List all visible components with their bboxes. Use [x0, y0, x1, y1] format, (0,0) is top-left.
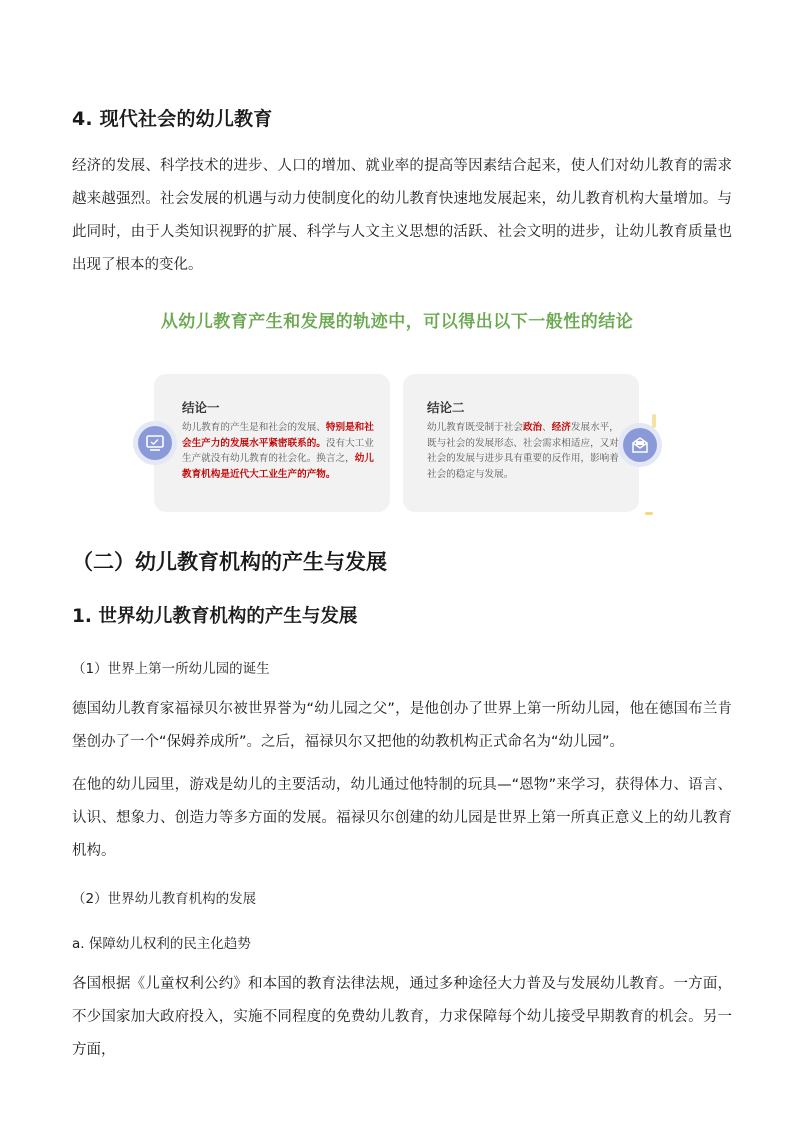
card-highlight: 政治 — [522, 422, 543, 433]
card-title: 结论一 — [182, 400, 220, 415]
card-text: 、 — [542, 422, 552, 433]
conclusion-card-2 — [403, 374, 639, 512]
conclusion-card-1 — [154, 374, 390, 512]
paragraph-kindergarten-play: 在他的幼儿园里，游戏是幼儿的主要活动，幼儿通过他特制的玩具—“恩物”来学习，获得体力、语言、认识、想象力、创造力等多方面的发展。福禄贝尔创建的幼儿园是世界上第一所真正意义上的幼儿教育机构。 — [72, 777, 732, 859]
paragraph-child-rights: 各国根据《儿童权利公约》和本国的教育法律法规，通过多种途径大力普及与发展幼儿教育。一方面，不少国家加大政府投入，实施不同程度的免费幼儿教育，力求保障每个幼儿接受早期教育的机会。另一方面， — [72, 976, 732, 1058]
card-text: 发展水平，既与社会的发展形态、社会需求相适应，又对社会的发展与进步具有重要的反作用，影响着社会的稳定与发展。 — [427, 422, 619, 480]
card-text: 幼儿教育既受制于社会 — [427, 422, 523, 433]
decorative-mark — [652, 414, 656, 428]
card-text: 没有大工业生产就没有幼儿教育的社会化。换言之， — [182, 437, 374, 464]
card-highlight: 幼儿教育机构是近代大工业生产的产物。 — [182, 453, 374, 480]
card-text: 幼儿教育的产生是和社会的发展、 — [182, 422, 326, 433]
card-highlight: 特别是和社会生产力的发展水平紧密联系的。 — [182, 422, 374, 449]
section-heading-institutions: （二）幼儿教育机构的产生与发展 — [72, 550, 387, 574]
section-heading-modern-society: 4. 现代社会的幼儿教育 — [72, 108, 273, 130]
paragraph-froebel: 德国幼儿教育家福禄贝尔被世界誉为“幼儿园之父”，是他创办了世界上第一所幼儿园，他在德国布兰肯堡创办了一个“保姆养成所”。之后，福禄贝尔又把他的幼教机构正式命名为“幼儿园”。 — [72, 701, 732, 750]
decorative-mark — [645, 512, 653, 515]
subheading-world-development: （2）世界幼儿教育机构的发展 — [72, 891, 257, 907]
monitor-icon — [138, 426, 172, 460]
conclusion-banner: 从幼儿教育产生和发展的轨迹中，可以得出以下一般性的结论 — [160, 312, 634, 332]
mail-icon — [623, 428, 657, 462]
subheading-democratization: a. 保障幼儿权利的民主化趋势 — [72, 936, 251, 952]
card-highlight: 经济 — [551, 422, 571, 433]
section-heading-world-institutions: 1. 世界幼儿教育机构的产生与发展 — [72, 606, 358, 627]
paragraph-modern-society: 经济的发展、科学技术的进步、人口的增加、就业率的提高等因素结合起来，使人们对幼儿教育的需求越来越强烈。社会发展的机遇与动力使制度化的幼儿教育快速地发展起来，幼儿教育机构大量增加。与此同时，由于人类知识视野的扩展、科学与人文主义思想的活跃、社会文明的进步，让幼儿教育质量也出现了根本的变化。 — [72, 158, 732, 273]
card-title: 结论二 — [427, 400, 465, 415]
card-body — [182, 420, 374, 482]
subheading-first-kindergarten: （1）世界上第一所幼儿园的诞生 — [72, 661, 270, 677]
card-body — [427, 420, 619, 482]
